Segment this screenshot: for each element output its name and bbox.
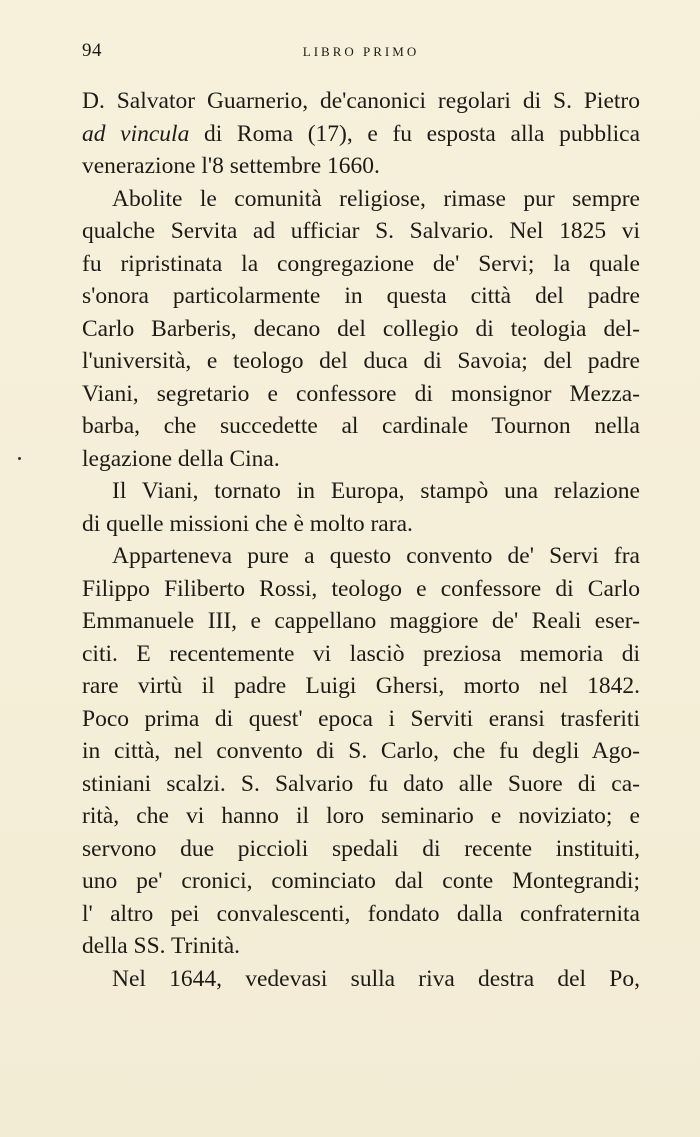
text-line-rest: di Roma (17), e fu esposta alla pubblica — [189, 120, 641, 147]
paragraph-start: Apparteneva pure a questo convento de' Servi fra — [112, 543, 640, 569]
text-line: Filippo Filiberto Rossi, teologo e confessore di Carlo — [82, 575, 640, 602]
text-line: rare virtù il padre Luigi Ghersi, morto nel 1842. — [82, 673, 640, 699]
text-line: barba, che succedette al cardinale Tournon nella — [82, 413, 640, 439]
text-line: l' altro pei convalescenti, fondato dalla confraternita — [82, 900, 640, 927]
text-line: venerazione l'8 settembre 1660. — [82, 153, 380, 179]
text-line: fu ripristinata la congregazione de' Servi; la quale — [82, 250, 640, 277]
text-line: l'università, e teologo del duca di Savoia; del padre — [82, 348, 640, 374]
page-number: 94 — [82, 40, 102, 61]
text-line: qualche Servita ad ufficiar S. Salvario. Nel 1825 vi — [82, 218, 640, 244]
paragraph-start: Nel 1644, vedevasi sulla riva destra del Po, — [112, 965, 640, 992]
paragraph-start: Il Viani, tornato in Europa, stampò una relazione — [112, 478, 640, 504]
text-line: citi. E recentemente vi lasciò preziosa memoria di — [82, 640, 640, 667]
page-header — [82, 40, 640, 68]
text-line: rità, che vi hanno il loro seminario e noviziato; e — [82, 803, 640, 829]
text-line: D. Salvator Guarnerio, de'canonici regolari di S. Pietro — [82, 88, 640, 114]
text-line: legazione della Cina. — [82, 445, 280, 472]
text-line: di quelle missioni che è molto rara. — [82, 510, 413, 537]
text-line: uno pe' cronici, cominciato dal conte Montegrandi; — [82, 868, 640, 894]
margin-mark — [18, 457, 21, 460]
text-line: Carlo Barberis, decano del collegio di teologia del- — [82, 315, 640, 342]
body-text — [82, 85, 640, 995]
text-line: Emmanuele III, e cappellano maggiore de' Reali eser- — [82, 608, 640, 634]
text-line: in città, nel convento di S. Carlo, che fu degli Ago- — [82, 738, 640, 764]
paragraph-start: Abolite le comunità religiose, rimase pur sempre — [112, 185, 640, 212]
italic-phrase: ad vincula — [82, 120, 190, 147]
text-line: servono due piccioli spedali di recente instituiti, — [82, 835, 640, 862]
text-line: Viani, segretario e confessore di monsignor Mezza- — [82, 380, 640, 407]
text-line: della SS. Trinità. — [82, 933, 241, 959]
text-line — [82, 118, 640, 151]
text-line: stiniani scalzi. S. Salvario fu dato alle Suore di ca- — [82, 770, 640, 797]
running-head: LIBRO PRIMO — [302, 44, 420, 59]
text-line: s'onora particolarmente in questa città del padre — [82, 283, 640, 309]
text-line: Poco prima di quest' epoca i Serviti eransi trasferiti — [82, 705, 640, 732]
